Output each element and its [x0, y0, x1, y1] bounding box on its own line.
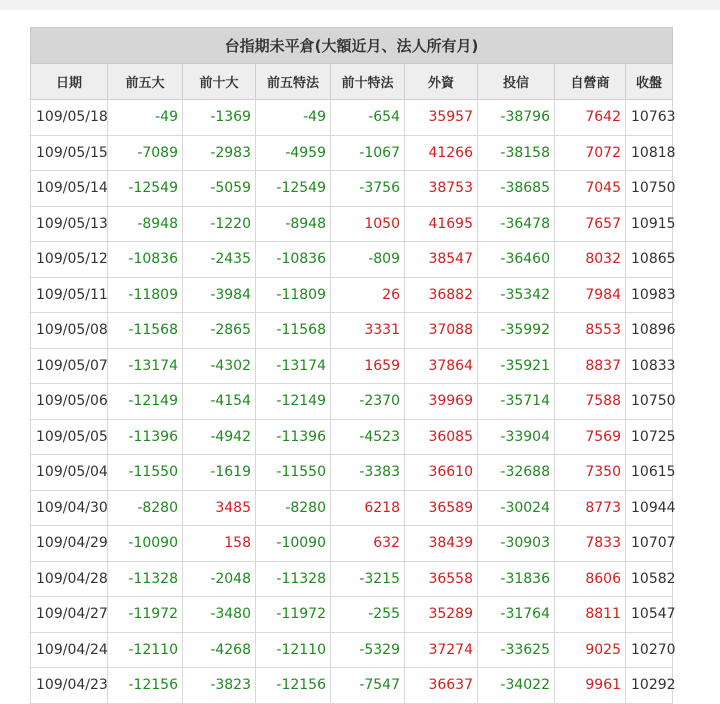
cell-close: 10896	[626, 313, 673, 349]
cell-top10-special: -255	[331, 597, 405, 633]
cell-trust: -35714	[478, 384, 555, 420]
cell-top10-special: -1067	[331, 135, 405, 171]
cell-dealer: 7045	[555, 171, 626, 207]
cell-dealer: 8811	[555, 597, 626, 633]
cell-foreign: 39969	[405, 384, 478, 420]
cell-dealer: 7569	[555, 419, 626, 455]
cell-top10-special: 3331	[331, 313, 405, 349]
table-row	[31, 384, 673, 420]
cell-date: 109/05/14	[31, 171, 108, 207]
cell-top10: -1619	[183, 455, 256, 491]
table-row	[31, 455, 673, 491]
cell-close: 10292	[626, 668, 673, 704]
cell-foreign: 37864	[405, 348, 478, 384]
table-row	[31, 100, 673, 136]
cell-top5-special: -12549	[256, 171, 331, 207]
cell-top5: -12156	[108, 668, 183, 704]
cell-top5-special: -11568	[256, 313, 331, 349]
cell-foreign: 38439	[405, 526, 478, 562]
cell-trust: -31764	[478, 597, 555, 633]
cell-top10-special: -3383	[331, 455, 405, 491]
cell-top10-special: -654	[331, 100, 405, 136]
cell-trust: -34022	[478, 668, 555, 704]
cell-dealer: 7588	[555, 384, 626, 420]
header-close: 收盤	[626, 64, 673, 100]
cell-foreign: 36589	[405, 490, 478, 526]
cell-date: 109/05/07	[31, 348, 108, 384]
cell-date: 109/04/27	[31, 597, 108, 633]
cell-trust: -36460	[478, 242, 555, 278]
header-top5-special: 前五特法	[256, 64, 331, 100]
cell-close: 10833	[626, 348, 673, 384]
cell-top5-special: -4959	[256, 135, 331, 171]
cell-top10-special: 26	[331, 277, 405, 313]
header-top10-special: 前十特法	[331, 64, 405, 100]
cell-date: 109/04/24	[31, 632, 108, 668]
table-row	[31, 526, 673, 562]
cell-trust: -32688	[478, 455, 555, 491]
cell-foreign: 41266	[405, 135, 478, 171]
cell-top5: -11328	[108, 561, 183, 597]
cell-date: 109/05/18	[31, 100, 108, 136]
cell-top10-special: 1659	[331, 348, 405, 384]
cell-top5: -12549	[108, 171, 183, 207]
cell-foreign: 36085	[405, 419, 478, 455]
cell-top10: -2435	[183, 242, 256, 278]
cell-top5-special: -11328	[256, 561, 331, 597]
cell-foreign: 37274	[405, 632, 478, 668]
oi-table	[30, 27, 676, 704]
cell-dealer: 8837	[555, 348, 626, 384]
table-row	[31, 561, 673, 597]
cell-close: 10270	[626, 632, 673, 668]
cell-top10-special: 632	[331, 526, 405, 562]
cell-dealer: 7350	[555, 455, 626, 491]
cell-trust: -38685	[478, 171, 555, 207]
cell-top10: 3485	[183, 490, 256, 526]
cell-dealer: 8553	[555, 313, 626, 349]
cell-trust: -31836	[478, 561, 555, 597]
cell-trust: -38796	[478, 100, 555, 136]
table-row	[31, 242, 673, 278]
cell-dealer: 8773	[555, 490, 626, 526]
cell-close: 10582	[626, 561, 673, 597]
cell-top5: -11396	[108, 419, 183, 455]
cell-top10: -1220	[183, 206, 256, 242]
cell-top5: -10090	[108, 526, 183, 562]
cell-foreign: 38753	[405, 171, 478, 207]
cell-foreign: 36637	[405, 668, 478, 704]
cell-top5-special: -13174	[256, 348, 331, 384]
cell-foreign: 35957	[405, 100, 478, 136]
cell-top5-special: -12156	[256, 668, 331, 704]
cell-top5: -11568	[108, 313, 183, 349]
cell-date: 109/05/05	[31, 419, 108, 455]
cell-top5-special: -12110	[256, 632, 331, 668]
header-top5: 前五大	[108, 64, 183, 100]
cell-top10-special: -5329	[331, 632, 405, 668]
cell-top10-special: -4523	[331, 419, 405, 455]
cell-top10: -2865	[183, 313, 256, 349]
header-foreign: 外資	[405, 64, 478, 100]
cell-top10: -4942	[183, 419, 256, 455]
header-row	[31, 64, 673, 100]
cell-trust: -36478	[478, 206, 555, 242]
cell-top10: -2983	[183, 135, 256, 171]
cell-dealer: 8606	[555, 561, 626, 597]
cell-date: 109/04/29	[31, 526, 108, 562]
cell-foreign: 35289	[405, 597, 478, 633]
header-date: 日期	[31, 64, 108, 100]
cell-dealer: 7072	[555, 135, 626, 171]
cell-dealer: 7642	[555, 100, 626, 136]
cell-dealer: 7833	[555, 526, 626, 562]
cell-top5: -10836	[108, 242, 183, 278]
cell-date: 109/05/04	[31, 455, 108, 491]
cell-top5: -13174	[108, 348, 183, 384]
cell-close: 10818	[626, 135, 673, 171]
cell-close: 10707	[626, 526, 673, 562]
cell-date: 109/04/28	[31, 561, 108, 597]
cell-date: 109/05/11	[31, 277, 108, 313]
cell-foreign: 36610	[405, 455, 478, 491]
cell-top10-special: -3756	[331, 171, 405, 207]
cell-close: 10944	[626, 490, 673, 526]
table-row	[31, 632, 673, 668]
cell-top10: -5059	[183, 171, 256, 207]
cell-date: 109/05/15	[31, 135, 108, 171]
cell-close: 10915	[626, 206, 673, 242]
cell-trust: -30903	[478, 526, 555, 562]
cell-top5-special: -11972	[256, 597, 331, 633]
top-strip	[0, 0, 720, 10]
cell-close: 10750	[626, 171, 673, 207]
cell-top5-special: -10090	[256, 526, 331, 562]
cell-top5-special: -8280	[256, 490, 331, 526]
table-row	[31, 206, 673, 242]
cell-foreign: 38547	[405, 242, 478, 278]
table-row	[31, 597, 673, 633]
cell-foreign: 37088	[405, 313, 478, 349]
cell-close: 10983	[626, 277, 673, 313]
cell-top5: -7089	[108, 135, 183, 171]
cell-top5-special: -11550	[256, 455, 331, 491]
cell-top5-special: -49	[256, 100, 331, 136]
table-title: 台指期未平倉(大額近月、法人所有月)	[31, 28, 673, 64]
cell-top5: -8280	[108, 490, 183, 526]
cell-dealer: 9025	[555, 632, 626, 668]
cell-close: 10615	[626, 455, 673, 491]
cell-dealer: 9961	[555, 668, 626, 704]
cell-close: 10547	[626, 597, 673, 633]
cell-trust: -35921	[478, 348, 555, 384]
cell-top5: -8948	[108, 206, 183, 242]
cell-top5-special: -10836	[256, 242, 331, 278]
cell-top10: -3823	[183, 668, 256, 704]
cell-foreign: 36882	[405, 277, 478, 313]
cell-trust: -38158	[478, 135, 555, 171]
table-row	[31, 313, 673, 349]
cell-date: 109/05/08	[31, 313, 108, 349]
cell-top10-special: -7547	[331, 668, 405, 704]
cell-top5: -11550	[108, 455, 183, 491]
cell-foreign: 41695	[405, 206, 478, 242]
cell-top10: -1369	[183, 100, 256, 136]
cell-top10-special: -3215	[331, 561, 405, 597]
cell-top10: -3480	[183, 597, 256, 633]
header-top10: 前十大	[183, 64, 256, 100]
cell-date: 109/05/12	[31, 242, 108, 278]
cell-top10-special: -2370	[331, 384, 405, 420]
cell-close: 10763	[626, 100, 673, 136]
table-row	[31, 348, 673, 384]
cell-top5: -49	[108, 100, 183, 136]
table-row	[31, 419, 673, 455]
cell-top5-special: -11396	[256, 419, 331, 455]
cell-dealer: 7984	[555, 277, 626, 313]
cell-date: 109/05/13	[31, 206, 108, 242]
cell-close: 10725	[626, 419, 673, 455]
header-trust: 投信	[478, 64, 555, 100]
cell-top10: -2048	[183, 561, 256, 597]
cell-top5-special: -12149	[256, 384, 331, 420]
cell-date: 109/05/06	[31, 384, 108, 420]
cell-close: 10865	[626, 242, 673, 278]
cell-trust: -35992	[478, 313, 555, 349]
table-row	[31, 135, 673, 171]
cell-top10-special: 1050	[331, 206, 405, 242]
cell-date: 109/04/23	[31, 668, 108, 704]
cell-trust: -30024	[478, 490, 555, 526]
cell-top10: 158	[183, 526, 256, 562]
cell-top10: -3984	[183, 277, 256, 313]
oi-table-container	[30, 27, 676, 704]
cell-close: 10750	[626, 384, 673, 420]
cell-foreign: 36558	[405, 561, 478, 597]
cell-top5-special: -8948	[256, 206, 331, 242]
cell-trust: -33625	[478, 632, 555, 668]
table-body	[31, 100, 676, 704]
header-dealer: 自營商	[555, 64, 626, 100]
cell-top5: -11972	[108, 597, 183, 633]
cell-trust: -35342	[478, 277, 555, 313]
cell-top5: -11809	[108, 277, 183, 313]
cell-date: 109/04/30	[31, 490, 108, 526]
cell-top10: -4268	[183, 632, 256, 668]
table-row	[31, 171, 673, 207]
cell-trust: -33904	[478, 419, 555, 455]
cell-top5: -12149	[108, 384, 183, 420]
cell-top10-special: 6218	[331, 490, 405, 526]
cell-top5-special: -11809	[256, 277, 331, 313]
cell-top10-special: -809	[331, 242, 405, 278]
cell-top5: -12110	[108, 632, 183, 668]
cell-dealer: 8032	[555, 242, 626, 278]
cell-top10: -4154	[183, 384, 256, 420]
cell-top10: -4302	[183, 348, 256, 384]
table-row	[31, 668, 673, 704]
table-row	[31, 277, 673, 313]
cell-dealer: 7657	[555, 206, 626, 242]
table-row	[31, 490, 673, 526]
